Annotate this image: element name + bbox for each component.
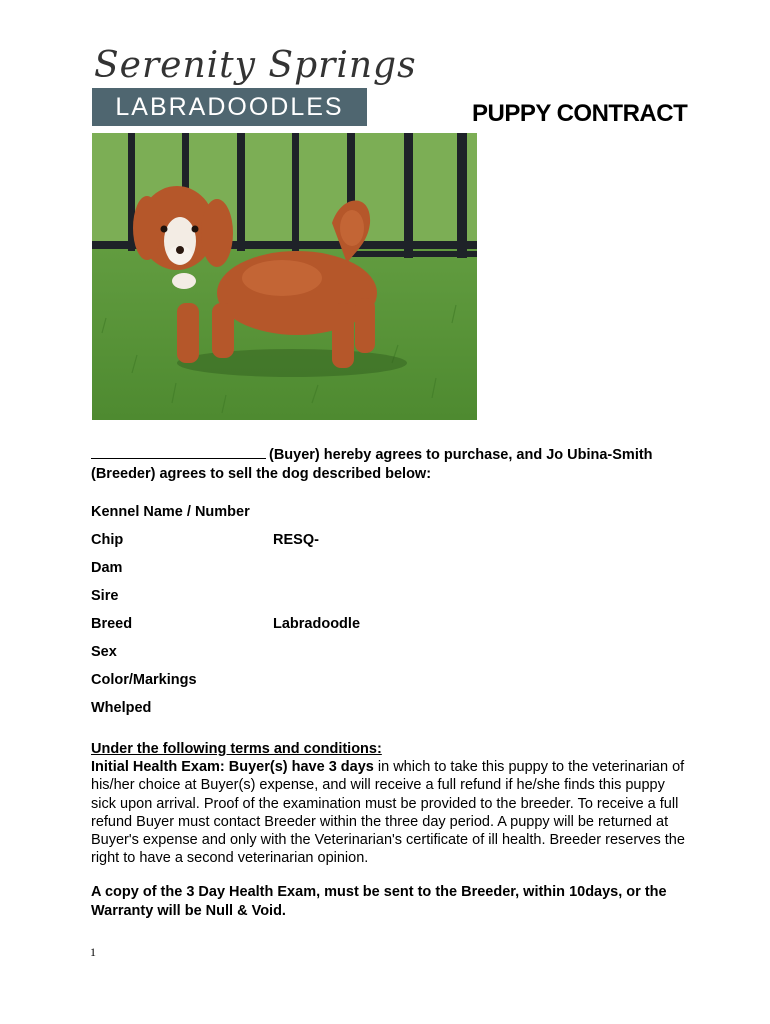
field-label-chip: Chip (91, 532, 124, 548)
page-number: 1 (90, 945, 96, 959)
terms-section (91, 740, 691, 867)
health-exam-note: A copy of the 3 Day Health Exam, must be sent to the Breeder, within 10days, or the Warranty will be Null & Void. (91, 884, 667, 919)
field-label-color-markings: Color/Markings (91, 672, 197, 688)
logo-script-text: Serenity Springs (94, 45, 417, 86)
intro-paragraph (91, 445, 681, 484)
terms-lead: Initial Health Exam: Buyer(s) have 3 days (91, 759, 374, 776)
buyer-name-blank[interactable] (91, 445, 266, 459)
field-label-sire: Sire (91, 588, 119, 604)
logo-band-text: LABRADOODLES (92, 88, 367, 126)
puppy-photo (92, 133, 477, 420)
field-label-breed: Breed (91, 616, 133, 632)
terms-heading: Under the following terms and conditions: (91, 741, 382, 757)
page-title: PUPPY CONTRACT (472, 100, 688, 127)
field-label-dam: Dam (91, 560, 123, 576)
field-value-chip: RESQ- (273, 532, 319, 548)
field-value-breed: Labradoodle (273, 616, 361, 632)
logo (92, 44, 417, 126)
field-label-sex: Sex (91, 644, 117, 660)
intro-text: (Buyer) hereby agrees to purchase, and Jo Ubina-Smith (Breeder) agrees to sell the dog described below: (91, 447, 653, 482)
field-label-whelped: Whelped (91, 700, 152, 716)
field-label-kennel: Kennel Name / Number (91, 504, 250, 520)
puppy-photo-icon (92, 133, 477, 420)
terms-body: in which to take this puppy to the veterinarian of his/her choice at Buyer(s) expense, and will receive a full refund if he/she finds this puppy sick upon arrival. Proof of the examination must be provided to the breeder. To receive a full refund Buyer must contact Breeder within the three day period. A puppy will be returned at Buyer's expense and only with the Veterinarian's certificate of ill health. Breeder reserves the right to have a second veterinarian opinion. (91, 759, 685, 867)
terms-paragraph (91, 758, 691, 867)
